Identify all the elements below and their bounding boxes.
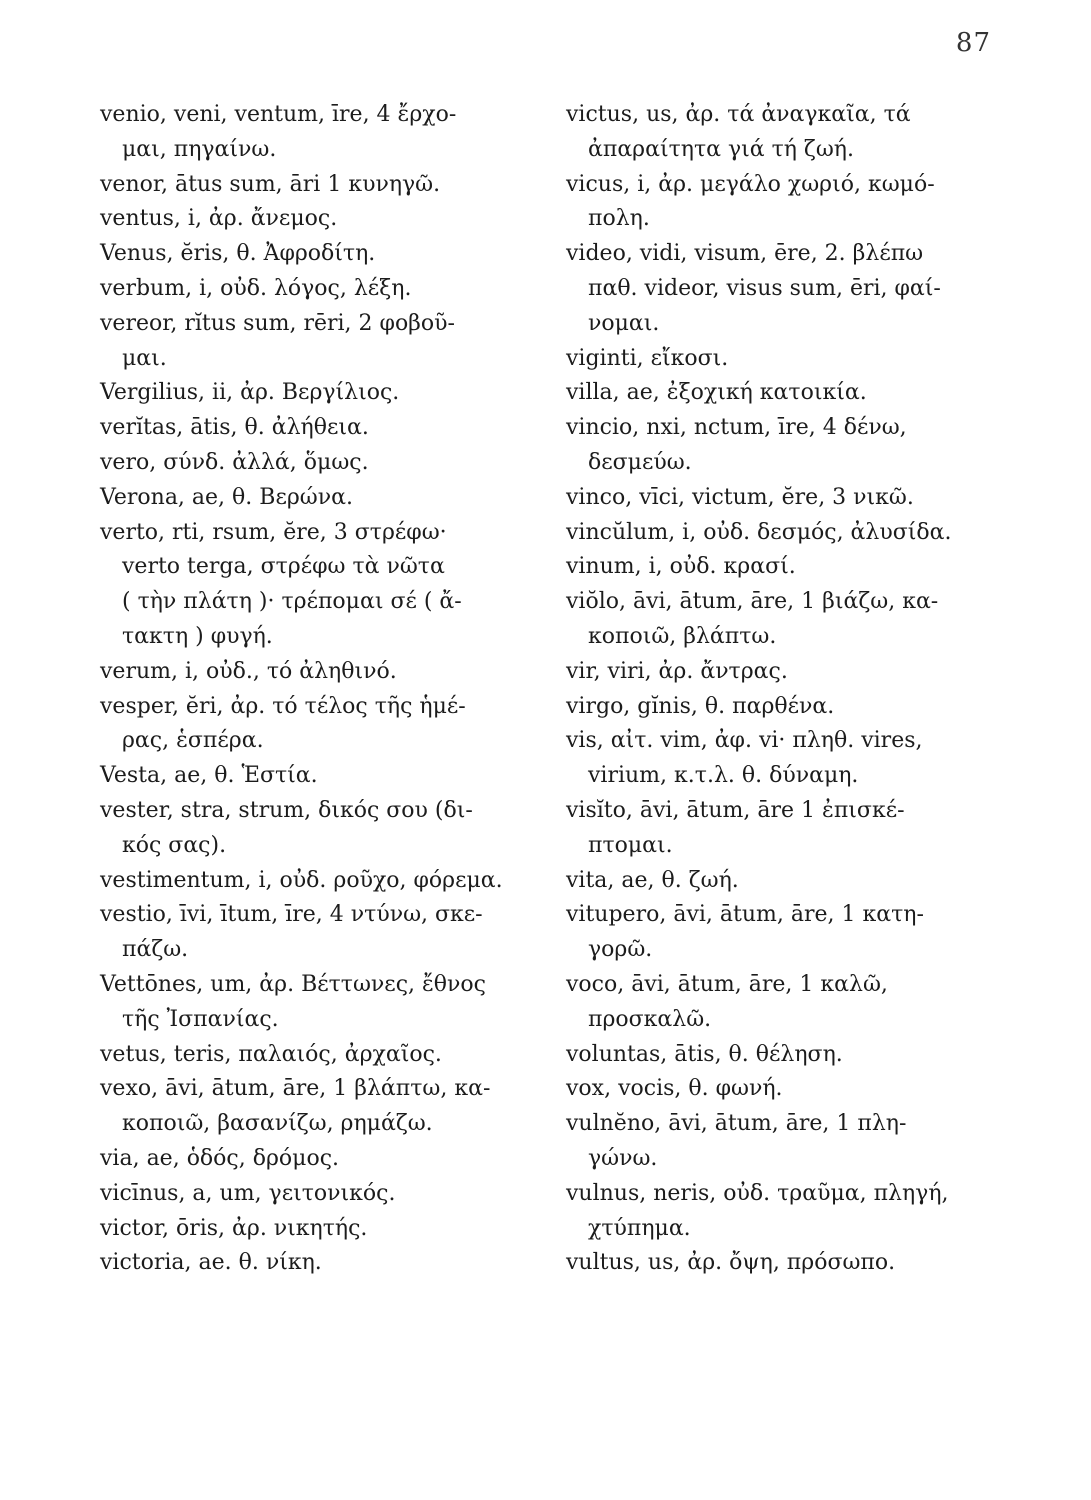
dictionary-entry-line: vicīnus, a, um, γειτονικός. — [100, 1180, 396, 1206]
dictionary-entry-line: verto, rti, rsum, ĕre, 3 στρέφω· — [100, 519, 447, 545]
entry-continuation-line: ρας, ἑσπέρα. — [122, 728, 264, 754]
entry-continuation-line: ἀπαραίτητα γιά τή ζωή. — [588, 136, 854, 162]
dictionary-entry-line: vincŭlum, i, οὐδ. δεσμός, ἀλυσίδα. — [566, 519, 952, 545]
dictionary-entry-line: Verona, ae, θ. Βερώνα. — [100, 484, 353, 510]
dictionary-entry-line: vero, σύνδ. ἀλλά, ὅμως. — [100, 449, 369, 475]
left-column — [100, 98, 550, 1281]
dictionary-entry-line: venor, ātus sum, āri 1 κυνηγῶ. — [100, 171, 441, 197]
dictionary-entry-line: villa, ae, ἐξοχική κατοικία. — [566, 380, 867, 406]
dictionary-entry-line: vestimentum, i, οὐδ. ροῦχο, φόρεμα. — [100, 867, 503, 893]
entry-continuation-line: πολη. — [588, 206, 650, 232]
dictionary-entry-line: vultus, us, ἀρ. ὄψη, πρόσωπο. — [566, 1250, 896, 1276]
dictionary-entry-line: visĭto, āvi, ātum, āre 1 ἐπισκέ- — [566, 797, 905, 823]
dictionary-entry-line: Venus, ĕris, θ. Ἀφροδίτη. — [100, 241, 376, 267]
dictionary-entry-line: viginti, εἴκοσι. — [566, 345, 729, 371]
dictionary-entry-line: vexo, āvi, ātum, āre, 1 βλάπτω, κα- — [100, 1076, 491, 1102]
entry-continuation-line: τακτη ) φυγή. — [122, 623, 273, 649]
dictionary-entry-line: verum, i, οὐδ., τό ἀληθινό. — [100, 658, 397, 684]
dictionary-entry-line: ventus, i, ἀρ. ἄνεμος. — [100, 206, 338, 232]
entry-continuation-line: κός σας). — [122, 832, 227, 858]
dictionary-entry-line: video, vidi, visum, ēre, 2. βλέπω — [566, 241, 924, 267]
dictionary-entry-line: venio, veni, ventum, īre, 4 ἔρχο- — [100, 102, 457, 127]
dictionary-entry-line: vereor, rĭtus sum, rēri, 2 φοβοῦ- — [100, 310, 455, 336]
dictionary-entry-line: vir, viri, ἀρ. ἄντρας. — [566, 658, 788, 684]
dictionary-entry-line: viŏlo, āvi, ātum, āre, 1 βιάζω, κα- — [566, 589, 939, 615]
dictionary-entry-line: vitupero, āvi, ātum, āre, 1 κατη- — [566, 902, 924, 928]
entry-continuation-line: τῆς Ἰσπανίας. — [122, 1006, 279, 1032]
dictionary-entry-line: vestio, īvi, ītum, īre, 4 ντύνω, σκε- — [100, 902, 483, 928]
entry-continuation-line: γορῶ. — [588, 937, 653, 963]
entry-continuation-line: δεσμεύω. — [588, 449, 692, 475]
dictionary-entry-line: vita, ae, θ. ζωή. — [566, 867, 739, 893]
dictionary-entry-line: victus, us, ἀρ. τά ἀναγκαῖα, τά — [566, 102, 911, 127]
entry-continuation-line: προσκαλῶ. — [588, 1006, 712, 1032]
entry-continuation-line: μαι. — [122, 345, 167, 371]
dictionary-entry-line: vulnus, neris, οὐδ. τραῦμα, πληγή, — [566, 1180, 949, 1206]
dictionary-entry-line: verbum, i, οὐδ. λόγος, λέξη. — [100, 275, 412, 301]
entry-continuation-line: κοποιῶ, βλάπτω. — [588, 623, 777, 649]
dictionary-entry-line: Vergilius, ii, ἀρ. Βεργίλιος. — [100, 380, 400, 406]
entry-continuation-line: παθ. videor, visus sum, ēri, φαί- — [588, 275, 941, 301]
dictionary-entry-line: verĭtas, ātis, θ. ἀλήθεια. — [100, 415, 369, 441]
dictionary-entry-line: vesper, ĕri, ἀρ. τό τέλος τῆς ἡμέ- — [100, 693, 466, 719]
dictionary-entry-line: victor, ōris, ἀρ. νικητής. — [100, 1215, 368, 1241]
dictionary-entry-line: vetus, teris, παλαιός, ἀρχαῖος. — [100, 1041, 442, 1067]
dictionary-entry-line: voco, āvi, ātum, āre, 1 καλῶ, — [566, 971, 888, 997]
entry-continuation-line: χτύπημα. — [588, 1215, 691, 1241]
entry-continuation-line: νομαι. — [588, 310, 660, 336]
dictionary-entry-line: vinum, i, οὐδ. κρασί. — [566, 554, 796, 580]
entry-continuation-line: μαι, πηγαίνω. — [122, 136, 277, 162]
dictionary-entry-line: Vesta, ae, θ. Ἑστία. — [100, 763, 318, 789]
right-column — [566, 98, 1006, 1281]
dictionary-entry-line: vis, αἰτ. vim, ἀφ. vi· πληθ. vires, — [566, 728, 923, 754]
dictionary-entry-line: vincio, nxi, nctum, īre, 4 δένω, — [566, 415, 907, 441]
entry-continuation-line: virium, κ.τ.λ. θ. δύναμη. — [588, 763, 859, 789]
dictionary-entry-line: vox, vocis, θ. φωνή. — [566, 1076, 783, 1102]
entry-continuation-line: πάζω. — [122, 937, 189, 963]
entry-continuation-line: verto terga, στρέφω τὰ νῶτα — [122, 554, 445, 580]
dictionary-entry-line: victoria, ae. θ. νίκη. — [100, 1250, 322, 1276]
dictionary-entry-line: vinco, vīci, victum, ĕre, 3 νικῶ. — [566, 484, 914, 510]
entry-continuation-line: ( τὴν πλάτη )· τρέπομαι σέ ( ἄ- — [122, 589, 462, 615]
dictionary-entry-line: voluntas, ātis, θ. θέληση. — [566, 1041, 843, 1067]
dictionary-entry-line: vicus, i, ἀρ. μεγάλο χωριό, κωμό- — [566, 171, 935, 197]
entry-continuation-line: γώνω. — [588, 1145, 658, 1171]
entry-continuation-line: κοποιῶ, βασανίζω, ρημάζω. — [122, 1111, 433, 1137]
dictionary-entry-line: vulnĕno, āvi, ātum, āre, 1 πλη- — [566, 1111, 907, 1137]
entry-continuation-line: πτομαι. — [588, 832, 673, 858]
dictionary-entry-line: vester, stra, strum, δικός σου (δι- — [100, 797, 473, 823]
dictionary-entry-line: via, ae, ὁδός, δρόμος. — [100, 1145, 340, 1171]
dictionary-entry-line: virgo, gĭnis, θ. παρθένα. — [566, 693, 835, 719]
page-number: 87 — [955, 28, 991, 58]
dictionary-entry-line: Vettōnes, um, ἀρ. Βέττωνες, ἔθνος — [100, 971, 486, 997]
